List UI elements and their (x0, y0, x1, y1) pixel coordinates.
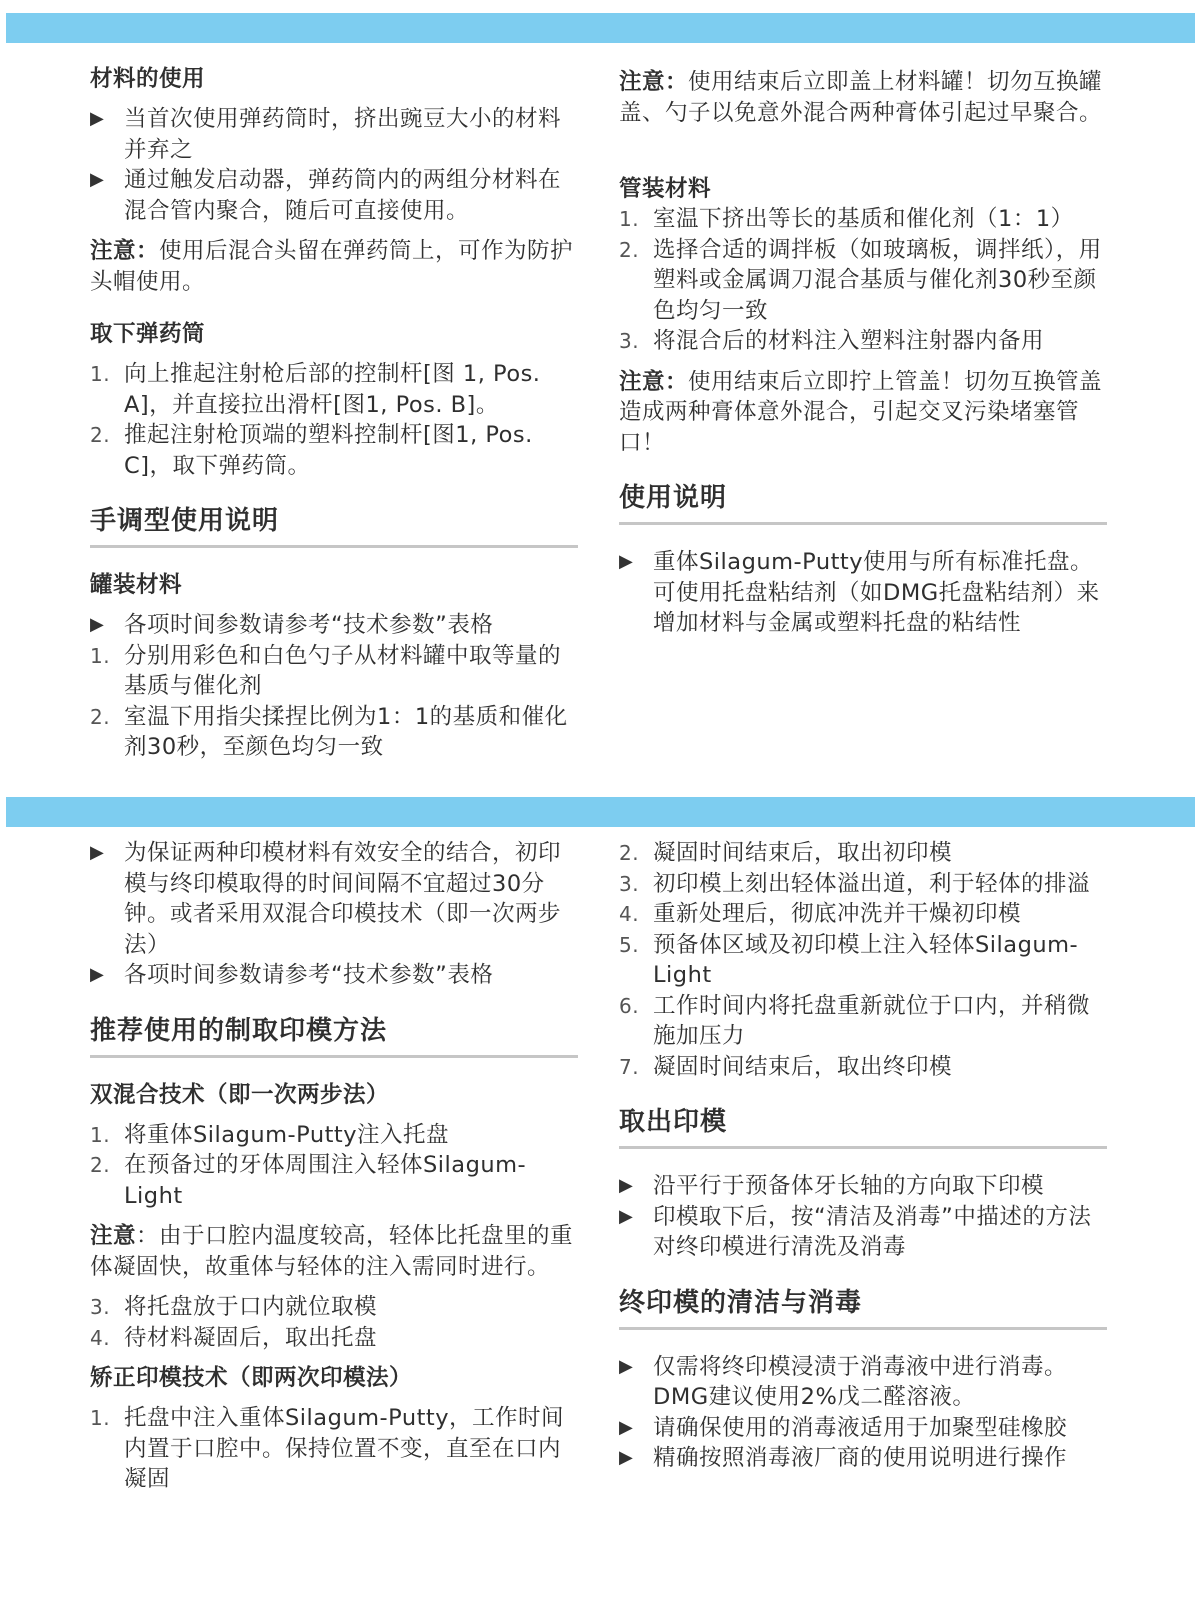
list-item: 6. 工作时间内将托盘重新就位于口内，并稍微施加压力 (619, 992, 1091, 1049)
list-item: 1. 托盘中注入重体Silagum-Putty，工作时间内置于口腔中。保持位置不变，直至在口内凝固 (90, 1405, 565, 1492)
list-item: ▶ 通过触发启动器，弹药筒内的两组分材料在混合管内聚合，随后可直接使用。 (90, 167, 562, 224)
list-item: ▶ 为保证两种印模材料有效安全的结合，初印模与终印模取得的时间间隔不宜超过30分钟。或者采用双混合印模技术（即一次两步法） (90, 840, 562, 958)
list-item: 1. 分别用彩色和白色勺子从材料罐中取等量的基质与催化剂 (90, 642, 562, 699)
note-paragraph: 注意：由于口腔内温度较高，轻体比托盘里的重体凝固快，故重体与轻体的注入需同时进行。 (90, 1223, 574, 1280)
list-item: 7. 凝固时间结束后，取出终印模 (619, 1053, 953, 1080)
list-item: 1. 向上推起注射枪后部的控制杆[图 1, Pos. A]，并直接拉出滑杆[图1, Pos. B]。 (90, 361, 541, 418)
cleaning-disinfection-list (619, 1352, 1107, 1474)
bullet-triangle-icon: ▶ (90, 108, 105, 129)
remove-impression-list (619, 1171, 1107, 1263)
list-item: ▶ 沿平行于预备体牙长轴的方向取下印模 (619, 1171, 1107, 1202)
list-item: ▶ 当首次使用弹药筒时，挤出豌豆大小的材料并弃之 (90, 106, 562, 163)
list-item: ▶ 各项时间参数请参考“技术参数”表格 (90, 610, 578, 641)
top-blue-band (6, 13, 1195, 43)
double-mix-list (90, 1120, 578, 1212)
bullet-triangle-icon: ▶ (619, 1175, 634, 1196)
bullet-triangle-icon: ▶ (90, 964, 105, 985)
top-right-column (619, 67, 1107, 639)
list-item: 3. 初印模上刻出轻体溢出道，利于轻体的排溢 (619, 870, 1091, 897)
bullet-triangle-icon: ▶ (90, 614, 105, 635)
instructions-list (619, 547, 1107, 639)
bottom-left-column (90, 838, 578, 1495)
section-heading-material-use: 材料的使用 (90, 66, 206, 92)
list-item: 3. 将托盘放于口内就位取模 (90, 1294, 378, 1320)
list-item: ▶ 仅需将终印模浸渍于消毒液中进行消毒。DMG建议使用2%戊二醛溶液。 (619, 1353, 1068, 1410)
note-paragraph: 注意：使用后混合头留在弹药筒上，可作为防护头帽使用。 (90, 238, 574, 295)
double-mix-list-continued (90, 1292, 578, 1353)
bullet-triangle-icon: ▶ (90, 169, 105, 190)
bullet-triangle-icon: ▶ (619, 1355, 634, 1377)
bottom-right-column (619, 838, 1107, 1474)
time-interval-list (90, 838, 578, 991)
list-item: 5. 预备体区域及初印模上注入轻体Silagum-Light (619, 931, 1079, 988)
list-item: ▶ 印模取下后，按“清洁及消毒”中描述的方法对终印模进行清洗及消毒 (619, 1203, 1092, 1260)
section-title-remove-impression: 取出印模 (619, 1104, 1107, 1149)
subheading-correction-technique: 矫正印模技术（即两次印模法） (90, 1365, 413, 1391)
material-use-list (90, 104, 578, 226)
section-title-manual-mix: 手调型使用说明 (90, 503, 578, 548)
list-item: 4. 待材料凝固后，取出托盘 (90, 1324, 378, 1351)
list-item: ▶ 各项时间参数请参考“技术参数”表格 (90, 960, 578, 991)
list-item: 1. 将重体Silagum-Putty注入托盘 (90, 1121, 450, 1148)
remove-cartridge-list (90, 359, 578, 481)
subheading-double-mix: 双混合技术（即一次两步法） (90, 1081, 390, 1108)
list-item: 2. 选择合适的调拌板（如玻璃板，调拌纸），用塑料或金属调刀混合基质与催化剂30秒至颜色均匀一致 (619, 236, 1102, 324)
bullet-triangle-icon: ▶ (619, 1447, 634, 1468)
list-item: ▶ 请确保使用的消毒液适用于加聚型硅橡胶 (619, 1413, 1107, 1444)
list-item: 2. 在预备过的牙体周围注入轻体Silagum-Light (90, 1152, 527, 1209)
correction-technique-list (90, 1403, 578, 1495)
section-title-cleaning-disinfection: 终印模的清洁与消毒 (619, 1285, 1107, 1330)
top-left-column (90, 64, 578, 763)
list-item: 3. 将混合后的材料注入塑料注射器内备用 (619, 328, 1045, 354)
section-heading-tube-material: 管装材料 (619, 176, 712, 202)
list-item: ▶ 精确按照消毒液厂商的使用说明进行操作 (619, 1443, 1107, 1474)
list-item: 2. 推起注射枪顶端的塑料控制杆[图1, Pos. C]，取下弹药筒。 (90, 422, 533, 479)
correction-technique-list-continued (619, 838, 1107, 1082)
bullet-triangle-icon: ▶ (90, 842, 105, 863)
bullet-triangle-icon: ▶ (619, 551, 634, 572)
middle-blue-band (6, 797, 1195, 827)
list-item: 1. 室温下挤出等长的基质和催化剂（1：1） (619, 206, 1074, 232)
list-item: 4. 重新处理后，彻底冲洗并干燥初印模 (619, 901, 1022, 927)
jar-material-list (90, 610, 578, 763)
section-title-recommended-methods: 推荐使用的制取印模方法 (90, 1013, 578, 1058)
note-paragraph: 注意：使用结束后立即拧上管盖！切勿互换管盖造成两种膏体意外混合，引起交叉污染堵塞管口！ (619, 368, 1103, 456)
list-item: 2. 室温下用指尖揉捏比例为1：1的基质和催化剂30秒，至颜色均匀一致 (90, 703, 568, 760)
subheading-jar-material: 罐装材料 (90, 572, 183, 598)
section-title-instructions: 使用说明 (619, 480, 1107, 525)
tube-material-list (619, 204, 1107, 357)
bullet-triangle-icon: ▶ (619, 1205, 634, 1227)
bullet-triangle-icon: ▶ (619, 1416, 634, 1438)
list-item: 2. 凝固时间结束后，取出初印模 (619, 840, 953, 866)
section-heading-remove-cartridge: 取下弹药筒 (90, 321, 206, 347)
list-item: ▶ 重体Silagum-Putty使用与所有标准托盘。可使用托盘粘结剂（如DMG托盘粘结剂）来增加材料与金属或塑料托盘的粘结性 (619, 549, 1100, 636)
note-paragraph: 注意：使用结束后立即盖上材料罐！切勿互换罐盖、勺子以免意外混合两种膏体引起过早聚合。 (619, 69, 1103, 126)
